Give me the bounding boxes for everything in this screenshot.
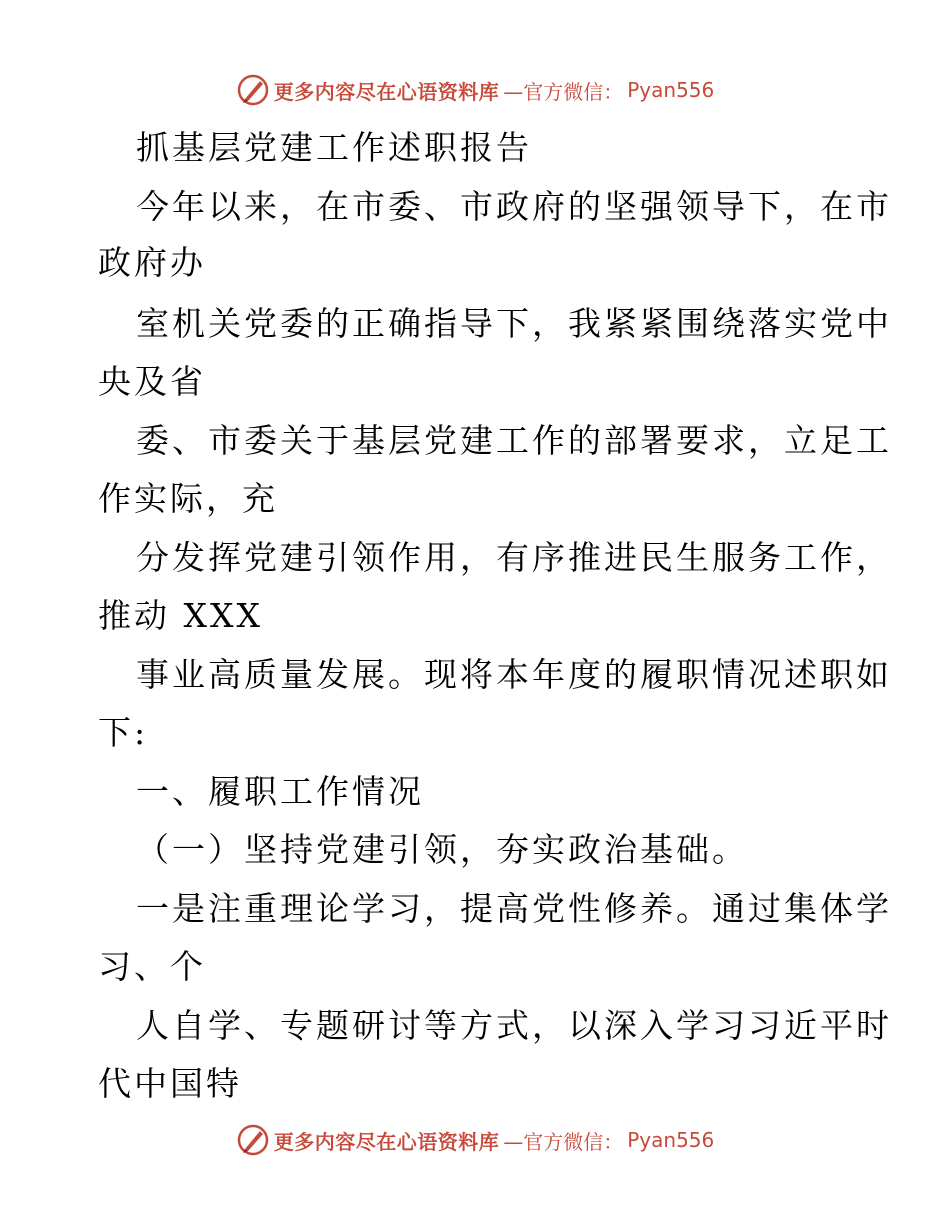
watermark-footer <box>0 1120 950 1160</box>
paragraph-line: 政府办 <box>98 243 206 282</box>
paragraph-line: 代中国特 <box>98 1064 242 1103</box>
paragraph-line: 人自学、专题研讨等方式，以深入学习习近平时 <box>136 1006 892 1045</box>
paragraph-line: 今年以来，在市委、市政府的坚强领导下，在市 <box>136 187 892 226</box>
paragraph-line: 委、市委关于基层党建工作的部署要求，立足工 <box>136 421 892 460</box>
watermark-text: 更多内容尽在心语资料库 <box>273 79 500 104</box>
quill-pen-logo-icon <box>236 1123 270 1157</box>
paragraph-line: 室机关党委的正确指导下，我紧紧围绕落实党中 <box>136 304 892 343</box>
watermark-text: 更多内容尽在心语资料库 <box>273 1129 500 1154</box>
section-heading: 一、履职工作情况 <box>136 772 424 811</box>
watermark-separator: —官方微信： <box>503 79 624 104</box>
watermark-separator: —官方微信： <box>503 1129 624 1154</box>
document-title: 抓基层党建工作述职报告 <box>136 128 532 167</box>
paragraph-line: 下: <box>98 713 149 752</box>
paragraph-line: 央及省 <box>98 362 206 401</box>
paragraph-line: 推动 XXX <box>98 596 263 635</box>
paragraph-line: 一是注重理论学习，提高党性修养。通过集体学 <box>136 889 892 928</box>
quill-pen-logo-icon <box>236 73 270 107</box>
watermark-wechat-id: Pyan556 <box>627 1128 715 1152</box>
watermark-header <box>0 70 950 110</box>
watermark-wechat-id: Pyan556 <box>627 78 715 102</box>
paragraph-line: 作实际，充 <box>98 479 278 518</box>
subsection-heading: （一）坚持党建引领，夯实政治基础。 <box>136 830 748 869</box>
paragraph-line: 分发挥党建引领作用，有序推进民生服务工作， <box>136 538 892 577</box>
paragraph-line: 习、个 <box>98 947 206 986</box>
paragraph-line: 事业高质量发展。现将本年度的履职情况述职如 <box>136 655 892 694</box>
